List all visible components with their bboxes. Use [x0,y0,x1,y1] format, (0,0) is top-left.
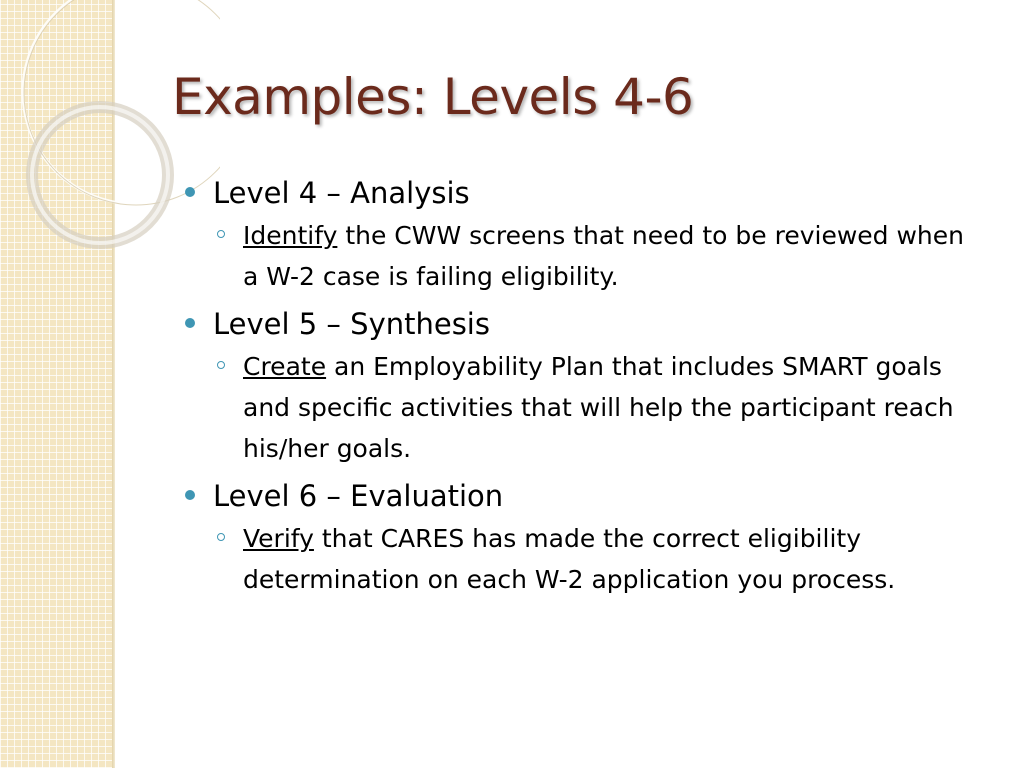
level-6-verb: Verify [243,524,314,553]
level-4-label: Level 4 – Analysis [213,176,470,210]
level-5-example [185,346,983,469]
level-4-text: the CWW screens that need to be reviewed when a W-2 case is failing eligibility. [243,221,964,291]
level-5-label: Level 5 – Synthesis [213,307,490,341]
level-5-verb: Create [243,352,327,381]
level-4-heading [185,172,985,214]
slide-title: Examples: Levels 4-6 [172,68,694,126]
level-5-heading [185,303,985,345]
ring-bullet-icon [217,533,225,541]
level-4-verb: Identify [243,221,338,250]
bullet-list [185,172,985,606]
level-6-example [185,518,983,600]
bullet-dot-icon [185,490,195,500]
bullet-dot-icon [185,318,195,328]
level-6-heading [185,475,985,517]
level-6-label: Level 6 – Evaluation [213,479,504,513]
bullet-dot-icon [185,187,195,197]
level-4-example [185,215,983,297]
ring-bullet-icon [217,361,225,369]
level-5-text: an Employability Plan that includes SMART goals and specific activities that will help the participant reach his/her goals. [243,352,954,463]
sidebar-edge [112,0,115,768]
ring-bullet-icon [217,230,225,238]
decorative-sidebar [0,0,112,768]
level-6-text: that CARES has made the correct eligibility determination on each W-2 application you process. [243,524,896,594]
